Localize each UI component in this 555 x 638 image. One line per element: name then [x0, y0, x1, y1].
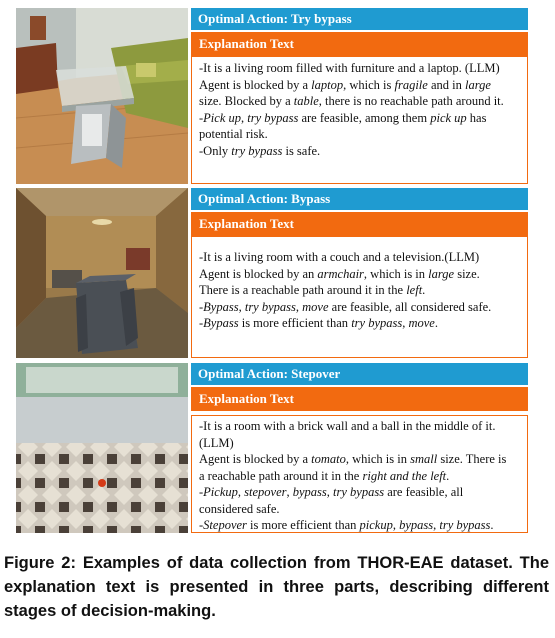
explanation-line: [199, 126, 521, 143]
text-run: -: [199, 485, 204, 499]
emphasized-term: bypass: [292, 485, 327, 499]
text-run: -: [199, 110, 204, 125]
text-run: ,: [326, 485, 334, 499]
explanation-line: [199, 501, 521, 518]
text-run: size.: [454, 266, 480, 281]
text-run: considered safe.: [199, 501, 280, 516]
explanation-line: [199, 143, 521, 160]
explanation-header: Explanation Text: [191, 387, 528, 411]
scene-image-tiled-room-tomato: [16, 363, 188, 533]
explanation-line: [199, 249, 521, 266]
figure-caption: Figure 2: Examples of data collection from THOR-EAE dataset. The explanation text is presented in three parts, describing different stages of decision-making.: [4, 554, 549, 620]
text-run: .: [446, 468, 450, 483]
text-column: [191, 363, 528, 533]
text-run: are feasible, among them: [298, 110, 431, 125]
explanation-line: [199, 93, 521, 110]
text-run: size. There is: [437, 452, 507, 466]
text-run: is safe.: [282, 143, 321, 158]
emphasized-term: armchair: [317, 266, 364, 281]
emphasized-term: try bypass: [333, 485, 385, 499]
text-run: is more efficient than: [238, 316, 352, 330]
text-run: -It is a living room with a couch and a television.(LLM): [199, 250, 480, 264]
emphasized-term: move: [408, 316, 435, 330]
emphasized-term: pick up: [430, 110, 467, 125]
emphasized-term: move: [302, 299, 329, 314]
text-run: -It is a living room filled with furniture and a laptop. (LLM): [199, 61, 500, 75]
scene-image-living-room-armchair: [16, 188, 188, 358]
explanation-line: [199, 266, 521, 283]
emphasized-term: Bypass: [203, 299, 239, 314]
emphasized-term: Bypass: [203, 316, 239, 330]
text-run: -: [199, 316, 204, 330]
explanation-line: [199, 418, 521, 435]
text-run: -It is a room with a brick wall and a ball in the middle of it.: [199, 419, 496, 433]
explanation-body: [191, 415, 528, 533]
example-panel-2: [16, 188, 528, 358]
text-run: , which is in: [363, 266, 429, 281]
emphasized-term: right and the left: [362, 468, 447, 483]
text-run: -Only: [199, 143, 232, 158]
text-run: and in: [427, 77, 465, 92]
emphasized-term: try bypass: [244, 299, 296, 314]
text-run: ,: [241, 110, 248, 125]
explanation-header: Explanation Text: [191, 212, 528, 236]
text-run: has: [466, 110, 487, 125]
explanation-line: [199, 484, 521, 501]
text-run: -: [199, 299, 204, 314]
emphasized-term: large: [428, 266, 455, 281]
text-column: [191, 188, 528, 358]
explanation-line: [199, 435, 521, 452]
text-run: ,: [237, 485, 245, 499]
text-run: a reachable path around it in the: [199, 468, 363, 483]
text-run: ,: [402, 316, 409, 330]
text-run: ,: [295, 299, 303, 314]
text-run: ,: [238, 299, 245, 314]
emphasized-term: stepover: [244, 485, 287, 499]
explanation-header: Explanation Text: [191, 32, 528, 56]
text-run: are feasible, all considered safe.: [328, 299, 492, 314]
emphasized-term: try bypass: [351, 316, 403, 330]
text-run: Agent is blocked by a: [199, 452, 312, 466]
text-column: [191, 8, 528, 184]
emphasized-term: try bypass: [439, 518, 491, 532]
text-run: is more efficient than: [246, 518, 360, 532]
emphasized-term: try bypass: [247, 110, 299, 125]
scene-image-living-room-laptop: [16, 8, 188, 184]
text-run: size. Blocked by a: [199, 94, 294, 108]
emphasized-term: table: [293, 94, 319, 108]
text-run: , there is no reachable path around it.: [318, 94, 504, 108]
emphasized-term: small: [410, 452, 438, 466]
emphasized-term: fragile: [394, 77, 428, 92]
text-run: .: [490, 518, 494, 532]
example-panel-3: [16, 363, 528, 533]
emphasized-term: bypass: [399, 518, 434, 532]
explanation-line: [199, 77, 521, 94]
text-run: (LLM): [199, 435, 234, 450]
emphasized-term: Stepover: [203, 518, 247, 532]
emphasized-term: tomato: [311, 452, 346, 466]
emphasized-term: laptop: [311, 77, 344, 92]
optimal-action-banner: Optimal Action: Stepover: [191, 363, 528, 385]
explanation-line: [199, 468, 521, 485]
text-run: , which is in: [345, 452, 411, 466]
text-run: Agent is blocked by a: [199, 77, 312, 92]
text-run: .: [422, 283, 426, 297]
explanation-body: [191, 236, 528, 358]
text-run: ,: [392, 518, 400, 532]
text-run: Agent is blocked by an: [199, 266, 318, 281]
emphasized-term: large: [464, 77, 491, 92]
emphasized-term: left: [406, 283, 423, 297]
text-run: There is a reachable path around it in the: [199, 283, 407, 297]
explanation-line: [199, 517, 521, 534]
text-run: .: [434, 316, 438, 330]
text-run: , which is: [343, 77, 395, 92]
emphasized-term: pickup: [359, 518, 393, 532]
text-run: ,: [286, 485, 293, 499]
explanation-line: [199, 110, 521, 127]
text-run: -: [199, 518, 204, 532]
example-panel-1: [16, 8, 528, 184]
text-run: potential risk.: [199, 127, 268, 141]
text-run: are feasible, all: [384, 485, 464, 499]
explanation-body: [191, 56, 528, 184]
text-run: ,: [433, 518, 440, 532]
explanation-line: [199, 299, 521, 316]
optimal-action-banner: Optimal Action: Bypass: [191, 188, 528, 210]
emphasized-term: try bypass: [231, 143, 283, 158]
emphasized-term: Pickup: [203, 485, 238, 499]
explanation-line: [199, 451, 521, 468]
emphasized-term: Pick up: [203, 110, 242, 125]
explanation-line: [199, 315, 521, 332]
optimal-action-banner: Optimal Action: Try bypass: [191, 8, 528, 30]
explanation-line: [199, 282, 521, 299]
explanation-line: [199, 60, 521, 77]
